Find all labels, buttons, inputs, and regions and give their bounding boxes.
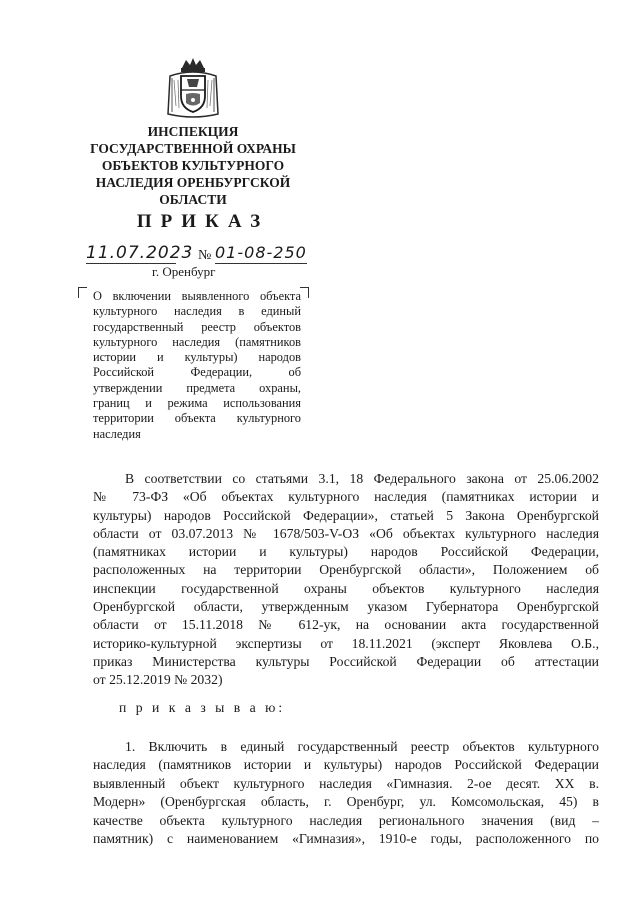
preamble-line: историко-культурной экспертизы от 18.11.2021 (эксперт Яковлева О.Б., (93, 635, 599, 651)
coat-of-arms-icon (160, 56, 226, 122)
preamble-paragraph (93, 470, 599, 690)
preamble-line: В соответствии со статьями 3.1, 18 Федерального закона от 25.06.2002 (125, 471, 599, 486)
order-item-1 (93, 738, 599, 848)
order-operative-word: п р и к а з ы в а ю: (119, 700, 286, 715)
preamble-line: приказ Министерства культуры Российской Федерации об аттестации (93, 653, 599, 669)
org-line: НАСЛЕДИЯ ОРЕНБУРГСКОЙ (95, 175, 291, 190)
org-line: ГОСУДАРСТВЕННОЙ ОХРАНЫ (90, 141, 296, 156)
number-sign: № (198, 248, 212, 263)
subject-line: Российской Федерации, об (93, 365, 301, 380)
document-type-title: ПРИКАЗ (136, 211, 270, 232)
subject-line: утверждении предмета охраны, (93, 380, 301, 395)
order-number: 01-08-250 (215, 243, 307, 262)
item-line: Модерн» (Оренбургская область, г. Оренбург, ул. Комсомольская, 45) в (93, 794, 599, 810)
subject-line: наследия (93, 426, 141, 441)
item-line: наследия (памятников истории и культуры) народов Российской Федерации (93, 757, 599, 773)
subject-line: территории объекта культурного (93, 411, 301, 426)
org-line: ОБЛАСТИ (159, 192, 227, 207)
preamble-line: от 25.12.2019 № 2032) (93, 672, 223, 688)
org-line: ОБЪЕКТОВ КУЛЬТУРНОГО (101, 158, 285, 173)
preamble-line: инспекции государственной охраны объектов культурного наследия (93, 580, 599, 596)
item-line: 1. Включить в единый государственный реестр объектов культурного (125, 739, 599, 754)
subject-line: О включении выявленного объекта (93, 289, 301, 303)
subject-line: государственный реестр объектов (93, 319, 301, 334)
preamble-line: Оренбургской области, утвержденным указом Губернатора Оренбургской (93, 599, 599, 615)
subject-line: культурного наследия (памятников (93, 334, 301, 349)
subject-bracket-right (300, 287, 309, 298)
subject-bracket-left (78, 287, 87, 298)
order-date: 11.07.2023 (86, 243, 194, 263)
city-name: г. Оренбург (152, 264, 216, 279)
item-line: выявленный объект культурного наследия «Гимназия. 2-ое десят. XX в. (93, 775, 599, 791)
preamble-line: (памятниках истории и культуры) народов Российской Федерации, (93, 544, 599, 560)
item-line: памятник) с наименованием «Гимназия», 1910-е годы, расположенного по (93, 831, 599, 847)
item-line: качестве объекта культурного наследия регионального значения (вид – (93, 812, 599, 828)
subject-line: истории и культуры) народов (93, 350, 301, 365)
preamble-line: области от 03.07.2013 № 1678/503-V-ОЗ «Об объектах культурного наследия (93, 525, 599, 541)
org-line: ИНСПЕКЦИЯ (147, 124, 239, 139)
preamble-line: расположенных на территории Оренбургской области», Положением об (93, 562, 599, 578)
preamble-line: № 73-ФЗ «Об объектах культурного наследия (памятниках истории и (93, 489, 599, 505)
subject-line: культурного наследия в единый (93, 304, 301, 319)
order-subject (93, 289, 301, 442)
organization-name (68, 123, 318, 208)
preamble-line: области от 15.11.2018 № 612-ук, на основании акта государственной (93, 617, 599, 633)
preamble-line: культуры) народов Российской Федерации», статьей 5 Закона Оренбургской (93, 507, 599, 523)
subject-line: границ и режима использования (93, 396, 301, 411)
